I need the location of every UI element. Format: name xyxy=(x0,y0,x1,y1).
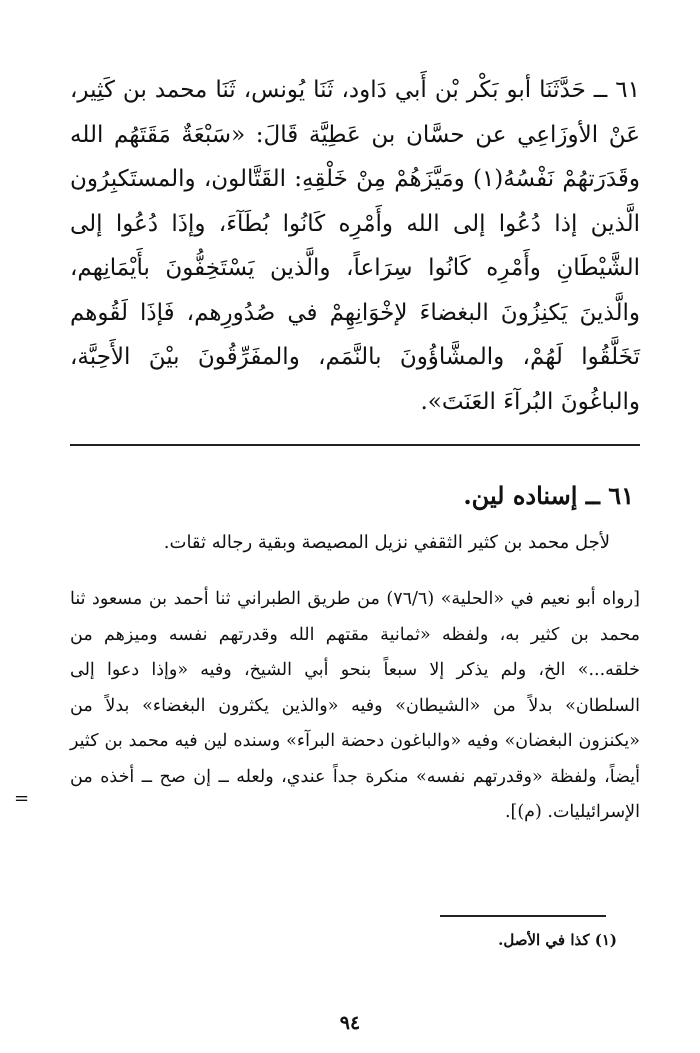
section-body: لأجل محمد بن كثير الثقفي نزيل المصيصة وبقية رجاله ثقات. xyxy=(163,532,610,553)
footnote-divider xyxy=(440,915,606,917)
continuation-mark: = xyxy=(14,788,30,809)
section-divider xyxy=(70,444,640,446)
footnote: (١) كذا في الأصل. xyxy=(498,931,617,949)
section-title: ٦١ ــ إسناده لين. xyxy=(463,481,634,510)
page-content xyxy=(70,68,640,831)
commentary-text: [رواه أبو نعيم في «الحلية» (٧٦/٦) من طريق الطبراني ثنا أحمد بن مسعود ثنا محمد بن كثير به، ولفظه «ثمانية مقتهم الله وقدرتهم نفسه وميزهم من خلقه...» الخ، ولم يذكر إلا سبعاً بنحو أبي الشيخ، وفيه «وإذا دعوا إلى السلطان» بدلاً من «الشيطان» وفيه «والذين يكثرون البغضاء» بدلاً من «يكنزون البغضان» وفيه «والباغون دحضة البرآء» وسنده لين فيه محمد بن كثير أيضاً، ولفظة «وقدرتهم نفسه» منكرة جداً عندي، ولعله ــ إن صح ــ أخذه من الإسرائيليات. (م)]. xyxy=(70,589,640,822)
page-number: ٩٤ xyxy=(339,1012,361,1034)
hadith-text: ٦١ ــ حَدَّثَنَا أبو بَكْر بْن أَبي دَاود، ثَنَا يُونس، ثَنَا محمد بن كَثِير، عَنْ الأوزَاعِي عن حسَّان بن عَطِيَّة قَالَ: «سَبْعَةٌ مَقَتَهُم الله وقَدَرَتهُمْ نَفْسُهُ(١) ومَيَّزَهُمْ مِنْ خَلْقِهِ: القَتَّالون، والمستَكبِرُون الَّذين إذا دُعُوا إلى الله وأَمْرِه كَانُوا بُطَآءَ، وإذَا دُعُوا إلى الشَّيْطَانِ وأَمْرِه كَانُوا سِرَاعاً، والَّذين يَسْتَخِفُّونَ بأَيْمَانِهم، والَّذينَ يَكنِزُونَ البغضاءَ لإخْوَانِهِمْ في صُدُورِهم، فَإذَا لَقُوهم تَخَلَّقُوا لَهُمْ، والمشَّاؤُونَ بالنَّمَم، والمفَرِّقُونَ بيْنَ الأَحِبَّة، والباغُونَ البُرآءَ العَنَتَ». xyxy=(70,77,641,415)
